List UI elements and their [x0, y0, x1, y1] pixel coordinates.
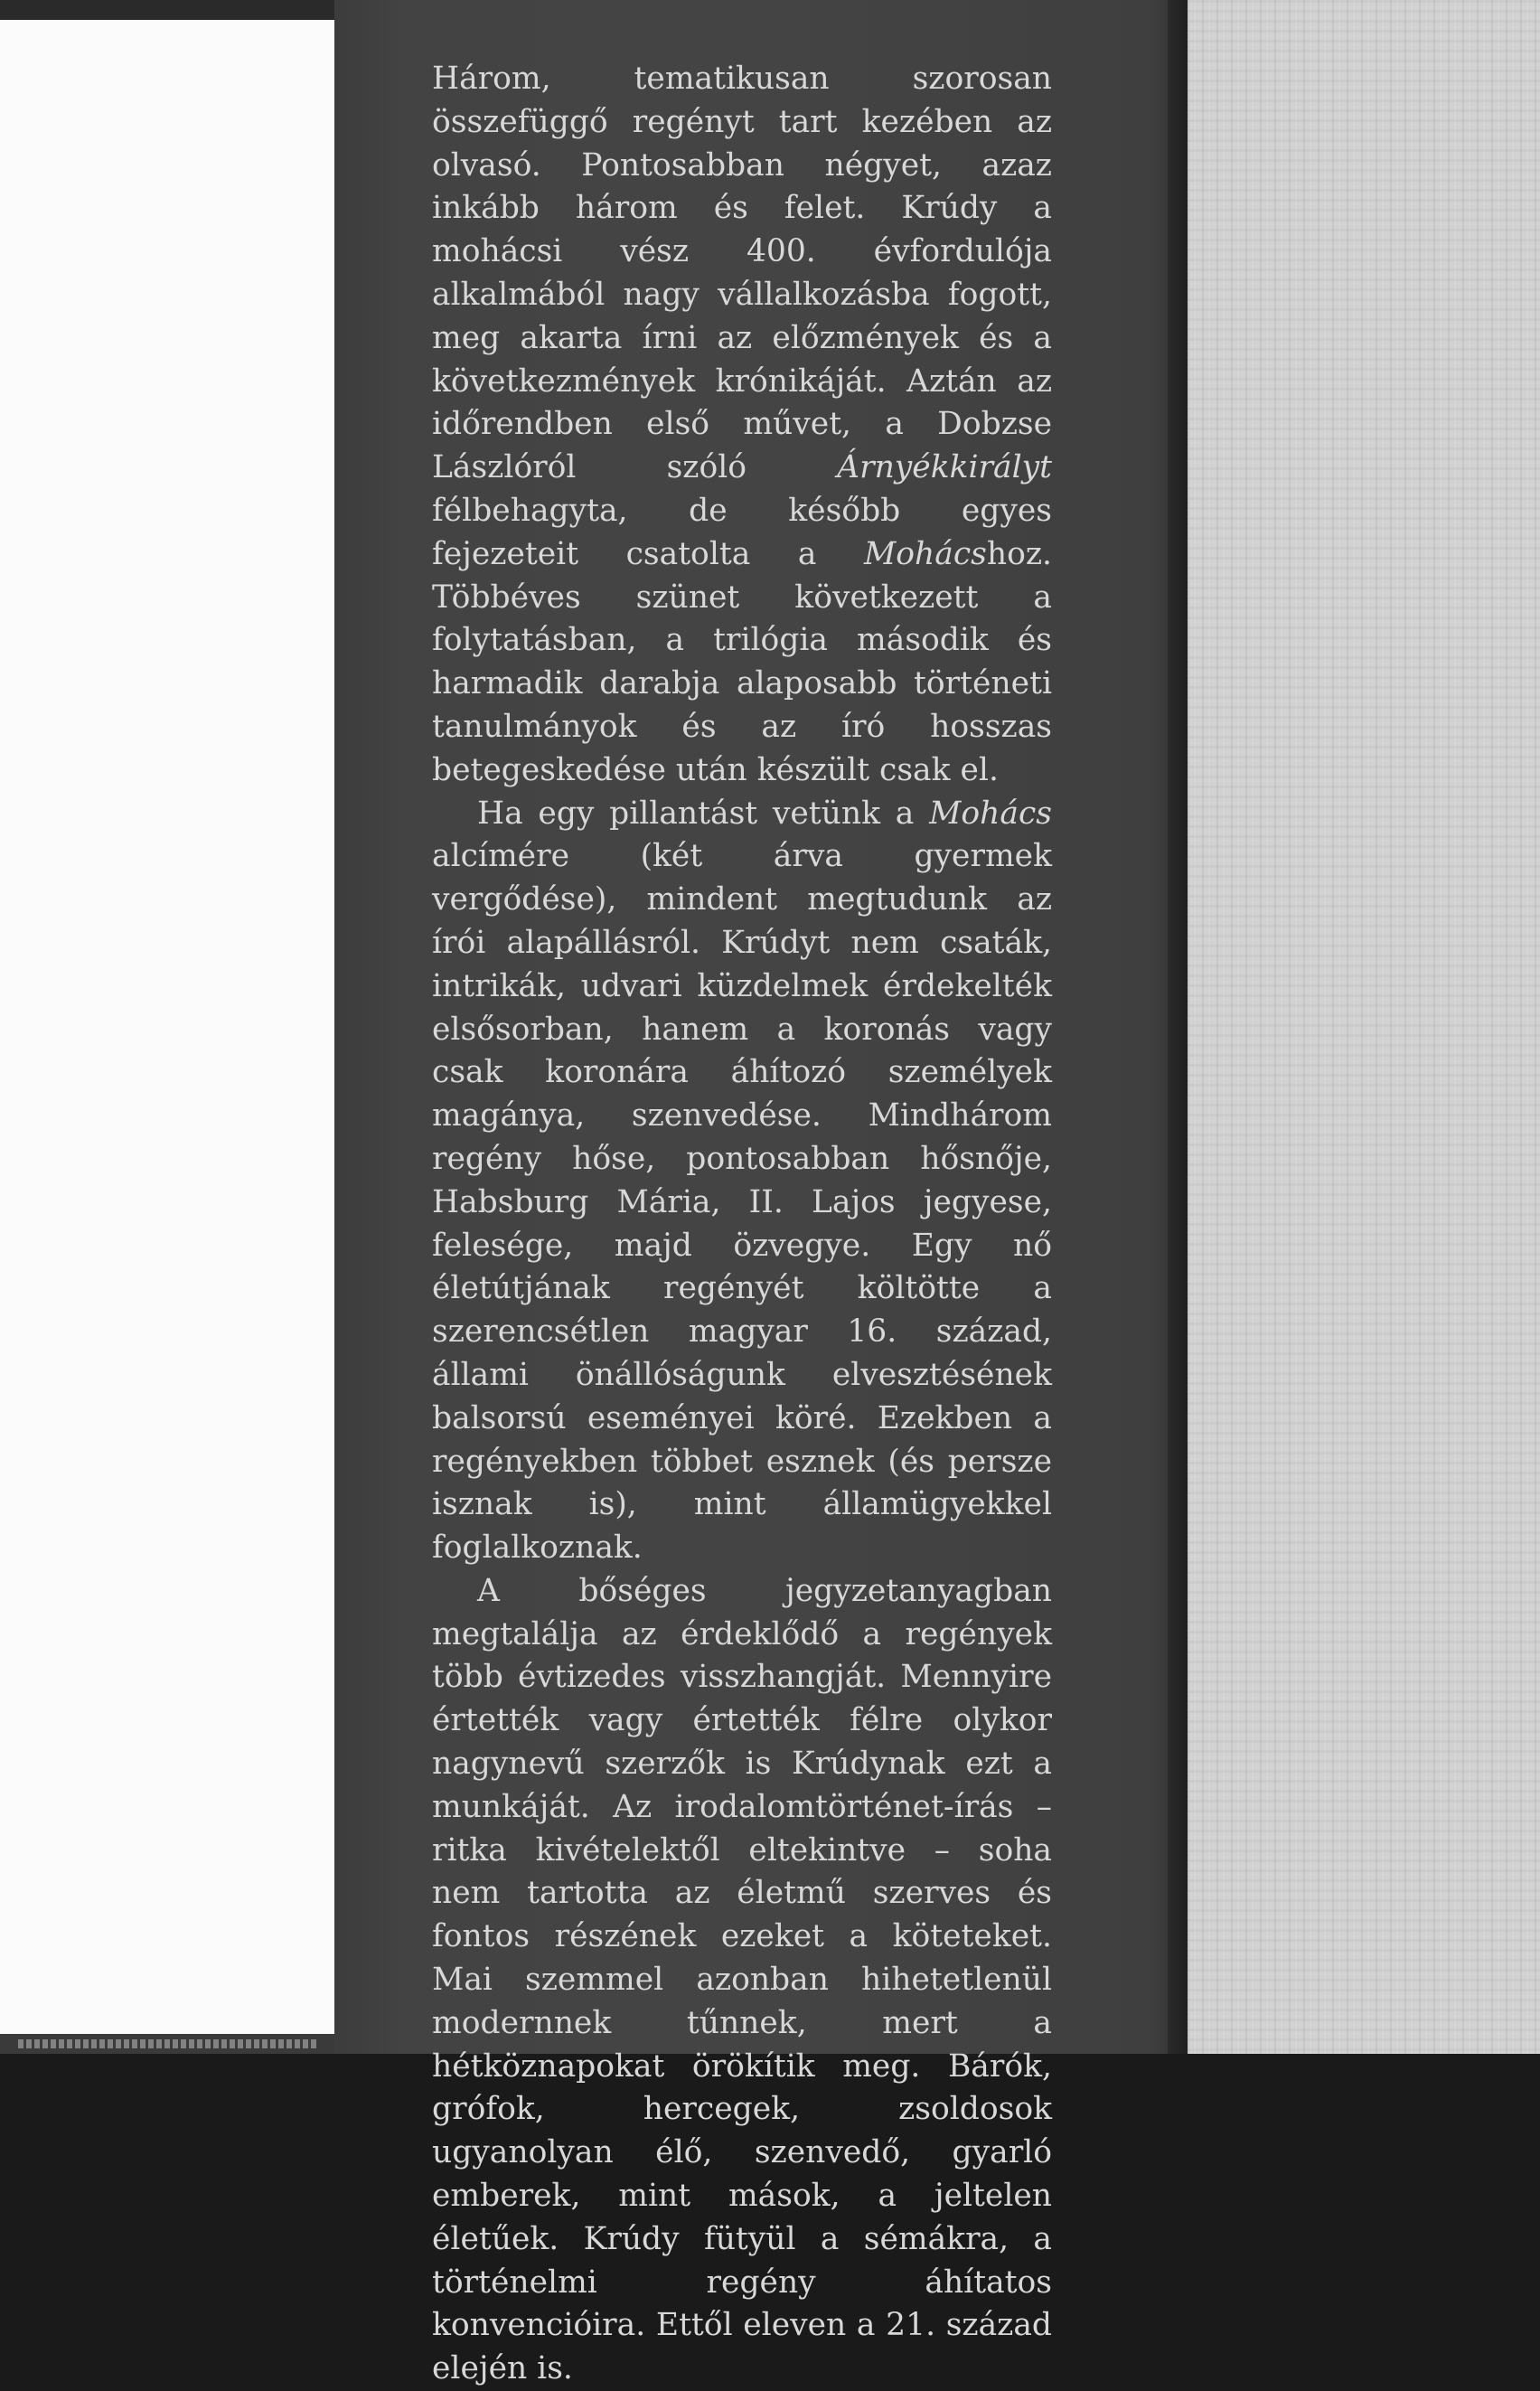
blurb-text-span: A bőséges jegyzetanyagban megtalálja az érdeklődő a regények több évtizedes visszhangját. Mennyire értették vagy értették félre olykor nagynevű szerzők is Krúdynak ezt a munkáját. Az irodalomtörténet-írás – ritka kivételektől eltekintve – soha nem tartotta az életmű szerves és fontos részének ezeket a köteteket. Mai szemmel azonban hihetetlenül modernnek tűnnek, mert a hétköznapokat örökítik meg. Bárók, grófok, hercegek, zsoldosok ugyanolyan élő, szenvedő, gyarló emberek, mint mások, a jeltelen életűek. Krúdy fütyül a sémákra, a történelmi regény áhítatos konvencióira. Ettől eleven a 21. század elején is. [432, 1572, 1052, 2387]
blurb-text-span: alcímére (két árva gyermek vergődése), mindent megtudunk az írói alapállásról. Krúdyt nem csaták, intrikák, udvari küzdelmek érdekelték elsősorban, hanem a koronás vagy csak koronára áhítozó személyek magánya, szenvedése. Mindhárom regény hőse, pontosabban hősnője, Habsburg Mária, II. Lajos jegyese, felesége, majd özvegye. Egy nő életútjának regényét költötte a szerencsétlen magyar 16. század, állami önállóságunk elvesztésének balsorsú eseményei köré. Ezekben a regényekben többet esznek (és persze isznak is), mint államügyekkel foglalkoznak. [432, 838, 1052, 1567]
white-page-left [0, 20, 351, 2041]
blurb-paragraph-2 [432, 793, 1052, 1570]
bottom-strip-texture [18, 2039, 316, 2048]
blurb-paragraph-1 [432, 58, 1052, 793]
background-bottom-strip [0, 2034, 351, 2054]
blurb-text [432, 58, 1052, 2391]
blurb-text-span: Ha egy pillantást vetünk a [477, 795, 930, 832]
book-title-mohacs: Mohács [929, 795, 1052, 832]
blurb-paragraph-3 [432, 1570, 1052, 2391]
blurb-text-span: félbehagyta, de később egyes fejezeteit csatolta a [432, 492, 1052, 572]
book-title-arnyekkiraly: Árnyékkirályt [837, 449, 1052, 486]
background-top-strip [0, 0, 343, 20]
book-cover-edge [1168, 0, 1188, 2054]
blurb-text-span: Három, tematikusan szorosan összefüggő regényt tart kezében az olvasó. Pontosabban négyet, azaz inkább három és felet. Krúdy a mohácsi vész 400. évfordulója alkalmából nagy vállalkozásba fogott, meg akarta írni az előzmények és a következmények krónikáját. Aztán az időrendben első művet, a Dobzse Lászlóról szóló [432, 61, 1052, 486]
blurb-text-span: hoz. Többéves szünet következett a folytatásban, a trilógia második és harmadik darabja alaposabb történeti tanulmányok és az író hosszas betegeskedése után készült csak el. [432, 535, 1052, 788]
gray-board-right [1173, 0, 1540, 2054]
book-title-mohacs: Mohács [863, 535, 987, 572]
